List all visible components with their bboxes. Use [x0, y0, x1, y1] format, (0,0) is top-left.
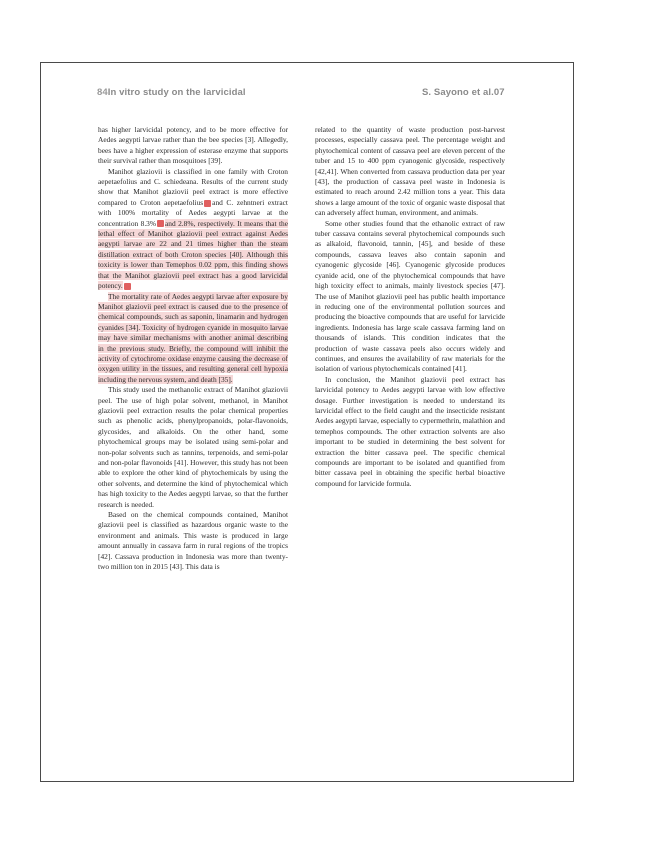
- page-number: 84: [97, 87, 108, 98]
- paragraph: [98, 292, 288, 386]
- running-header-right: [422, 87, 505, 98]
- paragraph: related to the quantity of waste production post-harvest processes, especially cassava peel. The percentage weight and phytochemical content of cassava peel are eleven percent of the tuber and 15 to 400 ppm cyanogenic glycoside, respectively [42,41]. When converted from cassava production data per year [43], the production of cassava peel waste in Indonesia is estimated to reach around 2.42 million tons a year. This data shows a large amount of the toxic of organic waste disposal that can adversely affect human, environment, and animals.: [315, 125, 505, 218]
- page-number-right: 07: [493, 87, 505, 98]
- running-title: In vitro study on the larvicidal: [107, 87, 246, 98]
- paragraph-text: Manihot glaziovii is classified in one family with Croton aepetaefolius and C. schiedeana. Results of the current study show that Manihot glaziovii peel extract is more effective compared to Croton aepetaefolius: [98, 166, 288, 207]
- paragraph-text: and C. zehntneri extract with 100% mortality of Aedes aegypti larvae at the concentration 8.3%: [98, 197, 288, 228]
- annotation-marker-icon[interactable]: [124, 283, 131, 290]
- paragraph: Based on the chemical compounds contained, Manihot glaziovii peel is classified as hazardous organic waste to the environment and animals. This waste is produced in large amount annually in cassava farm in rural regions of the tropics [42]. Cassava production in Indonesia was more than twenty-two million ton in 2015 [43]. This data is: [98, 510, 288, 572]
- annotation-marker-icon[interactable]: [157, 220, 164, 227]
- annotation-marker-icon[interactable]: [204, 200, 211, 207]
- paragraph: This study used the methanolic extract of Manihot glaziovii peel. The use of high polar solvent, methanol, in Manihot glaziovii peel extraction results the polar chemical properties such as phenolic acids, phenylpropanoids, polar-flavonoids, glycosides, and alkaloids. On the other hand, some phytochemical groups may be isolated using semi-polar and non-polar solvents such as tannins, terpenoids, and semi-polar and non-polar flavonoids [41]. However, this study has not been able to explore the other kind of phytochemicals by using the other solvents, and determine the kind of phytochemical which has high toxicity to the Aedes aegypti larvae, so that the further research is needed.: [98, 385, 288, 509]
- author-line: S. Sayono et al.: [422, 87, 494, 98]
- paragraph: Some other studies found that the ethanolic extract of raw tuber cassava contains several phytochemical compounds such as alkaloid, flavonoid, tannin, [45], and beside of these compounds, cassava leaves also contain saponin and cyanogenic glycoside [46]. Cyanogenic glycoside produces cyanide acid, one of the phytochemical compounds that have high toxicity effect to animals, mainly livestock species [47]. The use of Manihot glaziovii peel has public health importance in reducing one of the environmental pollution sources and producing the bioactive compounds that are useful for larvicide ingredients. Indonesia has large scale cassava farming land on thousands of islands. This condition indicates that the production of waste cassava peels also occurs widely and continues, and ensures the availability of raw materials for the isolation of various phytochemicals contained [41].: [315, 218, 505, 374]
- paragraph: has higher larvicidal potency, and to be more effective for Aedes aegypti larvae rather than the bee species [3]. Allegedly, bees have a higher expression of esterase enzyme that supports their survival rather than mosquitoes [39].: [98, 125, 288, 166]
- highlighted-text[interactable]: and 2.8%, respectively. It means that the lethal effect of Manihot glaziovii peel extract against Aedes aegypti larvae are 22 and 21 times higher than the steam distillation extract of both Croton species [40]. Although this toxicity is lower than Temephos 0.02 ppm, this finding shows that the Manihot glaziovii peel extract has a good larvicidal potency.: [98, 218, 288, 291]
- paragraph-highlighted: [98, 167, 288, 292]
- running-header-left: [97, 87, 246, 98]
- right-column: [315, 125, 505, 489]
- left-column: [98, 125, 288, 572]
- paragraph: In conclusion, the Manihot glaziovii peel extract has larvicidal potency to Aedes aegypti larvae with low effective dosage. Further investigation is needed to understand its larvicidal effect to the field caught and the insecticide resistant Aedes aegypti larvae, especially to cypermethrin, malathion and temephos compounds. The other extraction solvents are also important to be studied in determining the best solvent for extraction the bitter cassava peel. The specific chemical compounds are important to be isolated and quantified from bitter cassava peel in obtaining the specific herbal bioactive compound for larvicide formula.: [315, 374, 505, 488]
- highlighted-text[interactable]: The mortality rate of Aedes aegypti larvae after exposure by Manihot glaziovii peel extract is caused due to the presence of chemical compounds, such as saponin, linamarin and hydrogen cyanides [34]. Toxicity of hydrogen cyanide in mosquito larvae may have similar mechanisms with another animal describing in the previous study. Briefly, the compound will inhibit the activity of cytochrome oxidase enzyme causing the decrease of oxygen utility in the tissues, and resulting general cell hypoxia including the nervous system, and death [35].: [98, 291, 288, 384]
